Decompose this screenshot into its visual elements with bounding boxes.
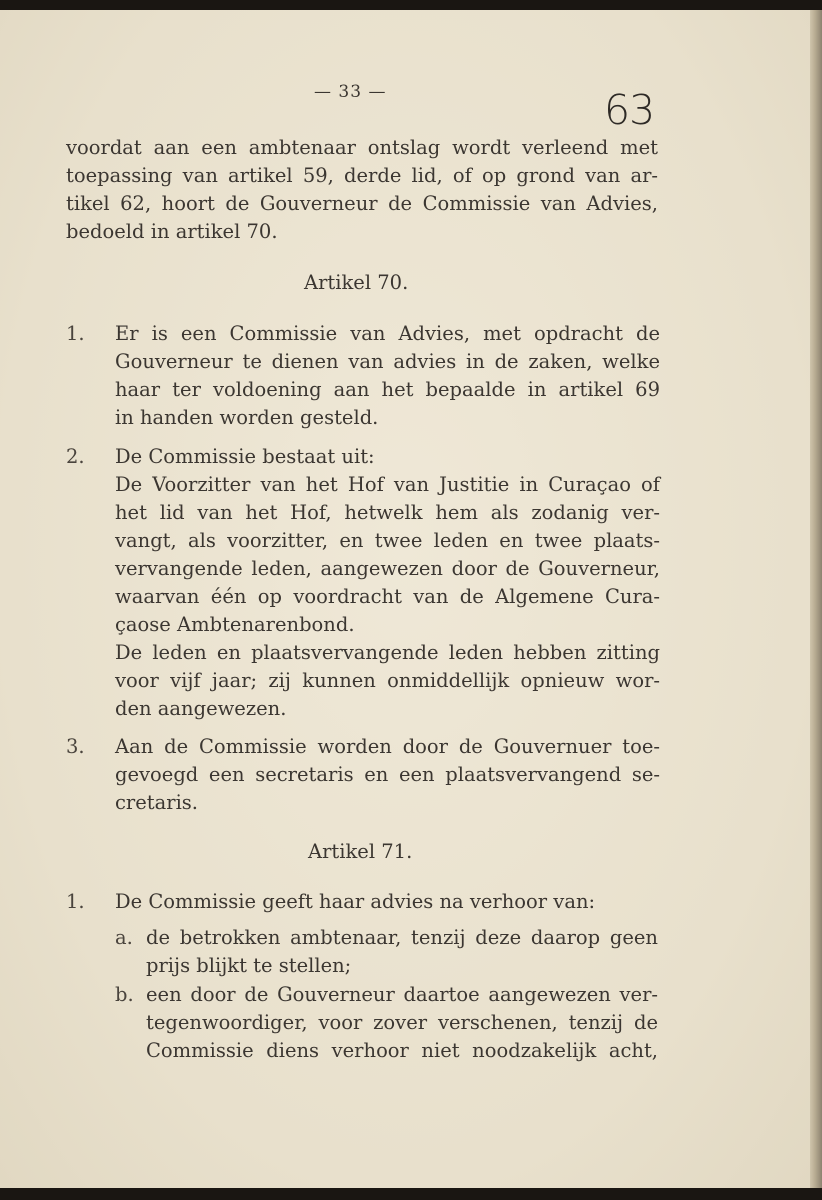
text-line: Er is een Commissie van Advies, met opdracht de <box>115 322 660 345</box>
text-line: waarvan één op voordracht van de Algemene Cura- <box>115 585 660 608</box>
text-line: de betrokken ambtenaar, tenzij deze daarop geen <box>146 926 658 949</box>
text-line: toepassing van artikel 59, derde lid, of op grond van ar- <box>66 164 658 187</box>
text-line: gevoegd een secretaris en een plaatsvervangend se- <box>115 763 660 786</box>
text-line: een door de Gouverneur daartoe aangewezen ver- <box>146 983 658 1006</box>
handwritten-page-number: 63 <box>604 86 655 134</box>
paragraph-number: 2. <box>66 445 85 468</box>
page-edge <box>810 10 822 1188</box>
text-line: haar ter voldoening aan het bepaalde in artikel 69 <box>115 378 660 401</box>
text-line: vangt, als voorzitter, en twee leden en twee plaats- <box>115 529 660 552</box>
text-line: den aangewezen. <box>115 697 287 720</box>
text-line: De Commissie bestaat uit: <box>115 445 375 468</box>
text-line: voordat aan een ambtenaar ontslag wordt verleend met <box>66 136 658 159</box>
document-page <box>0 10 810 1188</box>
article-70-heading: Artikel 70. <box>304 271 409 294</box>
text-line: De leden en plaatsvervangende leden hebben zitting <box>115 641 660 664</box>
text-line: het lid van het Hof, hetwelk hem als zodanig ver- <box>115 501 660 524</box>
article-71-heading: Artikel 71. <box>308 840 413 863</box>
page-folio: — 33 — <box>314 82 387 102</box>
text-line: De Voorzitter van het Hof van Justitie in Curaçao of <box>115 473 660 496</box>
text-line: voor vijf jaar; zij kunnen onmiddellijk opnieuw wor- <box>115 669 660 692</box>
item-letter: a. <box>115 926 133 949</box>
paragraph-number: 1. <box>66 322 85 345</box>
paragraph-number: 3. <box>66 735 85 758</box>
text-line: vervangende leden, aangewezen door de Gouverneur, <box>115 557 660 580</box>
text-line: Aan de Commissie worden door de Gouvernuer toe- <box>115 735 660 758</box>
text-line: Commissie diens verhoor niet noodzakelijk acht, <box>146 1039 658 1062</box>
text-line: bedoeld in artikel 70. <box>66 220 278 243</box>
text-line: cretaris. <box>115 791 199 814</box>
text-line: tikel 62, hoort de Gouverneur de Commissie van Advies, <box>66 192 658 215</box>
text-line: in handen worden gesteld. <box>115 406 379 429</box>
text-line: De Commissie geeft haar advies na verhoor van: <box>115 890 596 913</box>
text-line: prijs blijkt te stellen; <box>146 954 352 977</box>
item-letter: b. <box>115 983 134 1006</box>
text-line: çaose Ambtenarenbond. <box>115 613 355 636</box>
text-line: Gouverneur te dienen van advies in de zaken, welke <box>115 350 660 373</box>
text-line: tegenwoordiger, voor zover verschenen, tenzij de <box>146 1011 658 1034</box>
paragraph-number: 1. <box>66 890 85 913</box>
